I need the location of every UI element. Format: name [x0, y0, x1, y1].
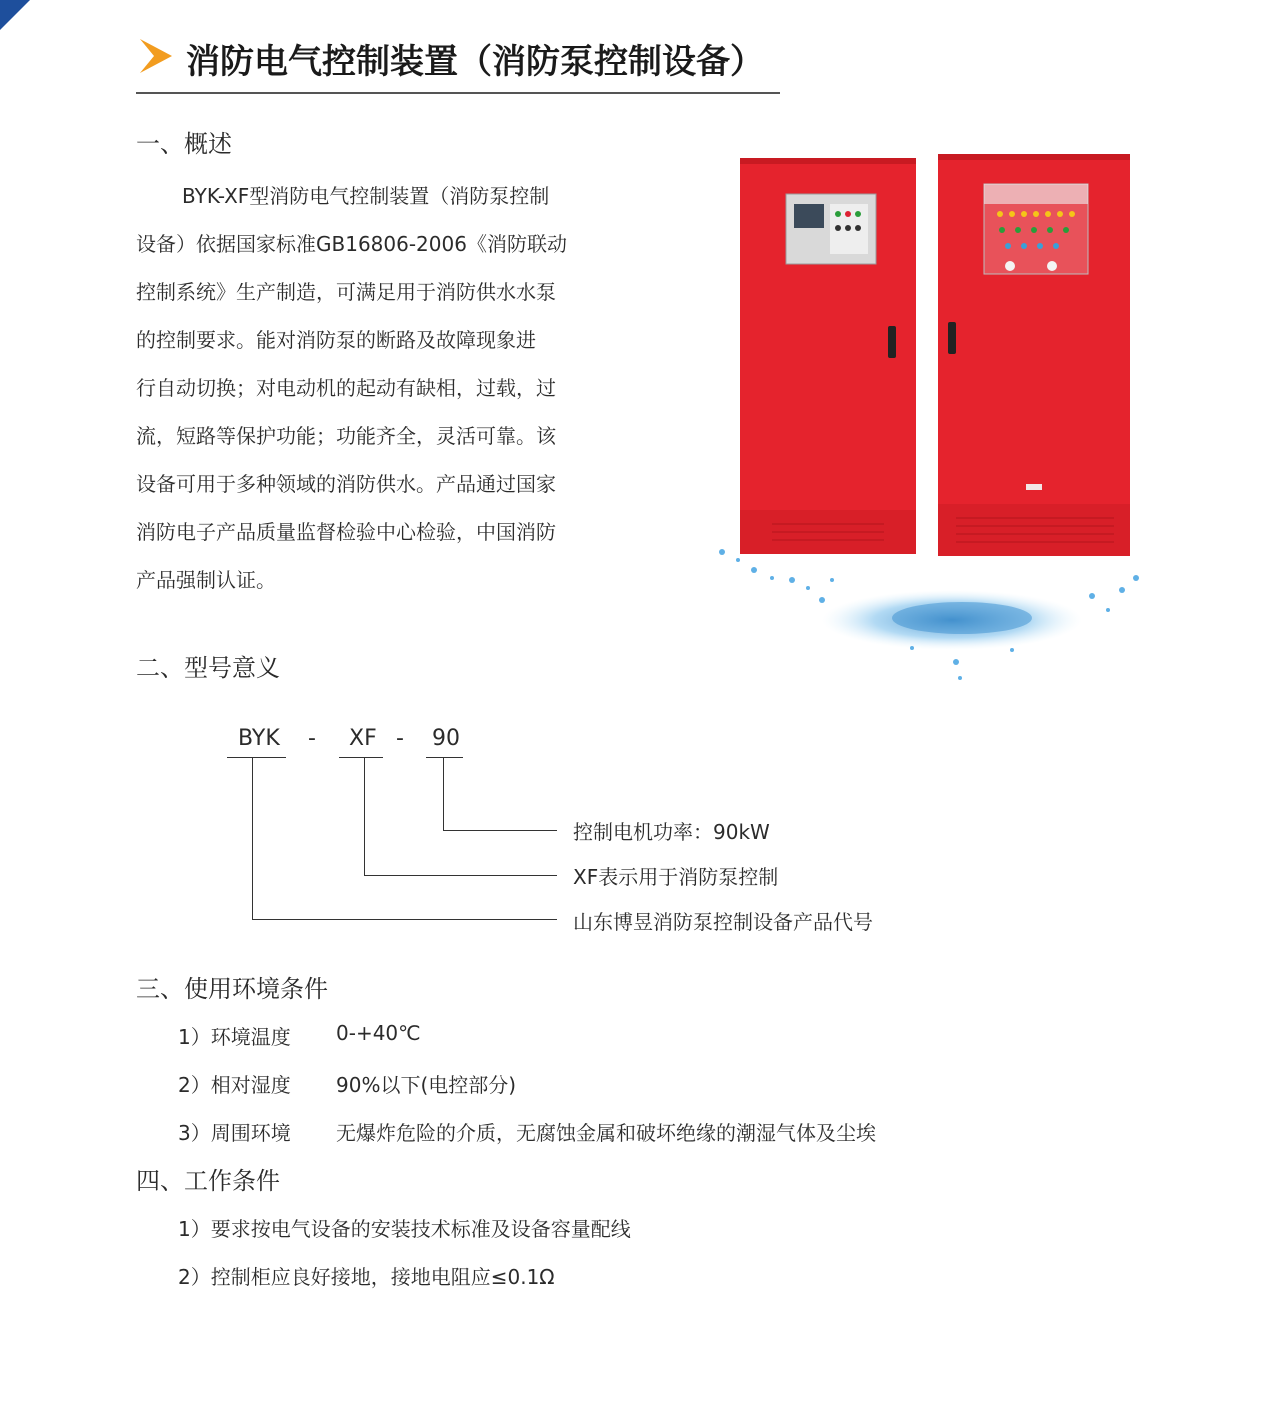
overview-line: 消防电子产品质量监督检验中心检验，中国消防: [136, 520, 556, 544]
model-separator: -: [396, 726, 404, 751]
environment-heading: 三、使用环境条件: [136, 975, 328, 1003]
work-heading: 四、工作条件: [136, 1167, 280, 1195]
overview-paragraph: [136, 172, 592, 604]
water-splash-image: [719, 549, 1139, 680]
overview-line: 流，短路等保护功能；功能齐全，灵活可靠。该: [136, 424, 556, 448]
overview-line: 设备可用于多种领域的消防供水。产品通过国家: [136, 472, 556, 496]
env-value: 0-+40℃: [336, 1021, 421, 1045]
model-desc-byk: 山东博昱消防泵控制设备产品代号: [573, 910, 873, 934]
model-part-byk: BYK: [238, 726, 280, 751]
orange-arrow-icon: [140, 39, 172, 73]
connector-line: [443, 830, 557, 831]
connector-line: [252, 919, 557, 920]
connector-line: [364, 757, 365, 875]
connector-line: [364, 875, 557, 876]
product-photo: [712, 150, 1152, 690]
cabinet-left-image: [740, 158, 916, 554]
work-item: 2）控制柜应良好接地，接地电阻应≤0.1Ω: [178, 1265, 555, 1289]
title-bar: [136, 36, 780, 94]
corner-decoration: [0, 0, 30, 30]
model-underline: [426, 757, 463, 758]
overview-heading: 一、概述: [136, 130, 232, 158]
overview-line: BYK-XF型消防电气控制装置（消防泵控制: [182, 184, 550, 208]
model-underline: [339, 757, 383, 758]
model-heading: 二、型号意义: [136, 654, 280, 682]
model-desc-power: 控制电机功率：90kW: [573, 820, 770, 844]
model-separator: -: [308, 726, 316, 751]
page-title: 消防电气控制装置（消防泵控制设备）: [186, 42, 764, 82]
connector-line: [252, 757, 253, 919]
overview-line: 控制系统》生产制造，可满足用于消防供水水泵: [136, 280, 556, 304]
env-label: 3）周围环境: [178, 1121, 291, 1145]
overview-line: 产品强制认证。: [136, 568, 276, 592]
env-value: 无爆炸危险的介质，无腐蚀金属和破坏绝缘的潮湿气体及尘埃: [336, 1121, 876, 1145]
overview-line: 设备）依据国家标准GB16806-2006《消防联动: [136, 232, 567, 256]
env-label: 2）相对湿度: [178, 1073, 291, 1097]
model-underline: [227, 757, 286, 758]
overview-line: 行自动切换；对电动机的起动有缺相，过载，过: [136, 376, 556, 400]
model-part-90: 90: [432, 726, 460, 751]
overview-line: 的控制要求。能对消防泵的断路及故障现象进: [136, 328, 536, 352]
model-part-xf: XF: [349, 726, 377, 751]
connector-line: [443, 757, 444, 830]
work-item: 1）要求按电气设备的安装技术标准及设备容量配线: [178, 1217, 631, 1241]
model-desc-xf: XF表示用于消防泵控制: [573, 865, 779, 889]
env-value: 90%以下(电控部分): [336, 1073, 517, 1097]
cabinet-right-image: [938, 154, 1130, 556]
env-label: 1）环境温度: [178, 1025, 291, 1049]
